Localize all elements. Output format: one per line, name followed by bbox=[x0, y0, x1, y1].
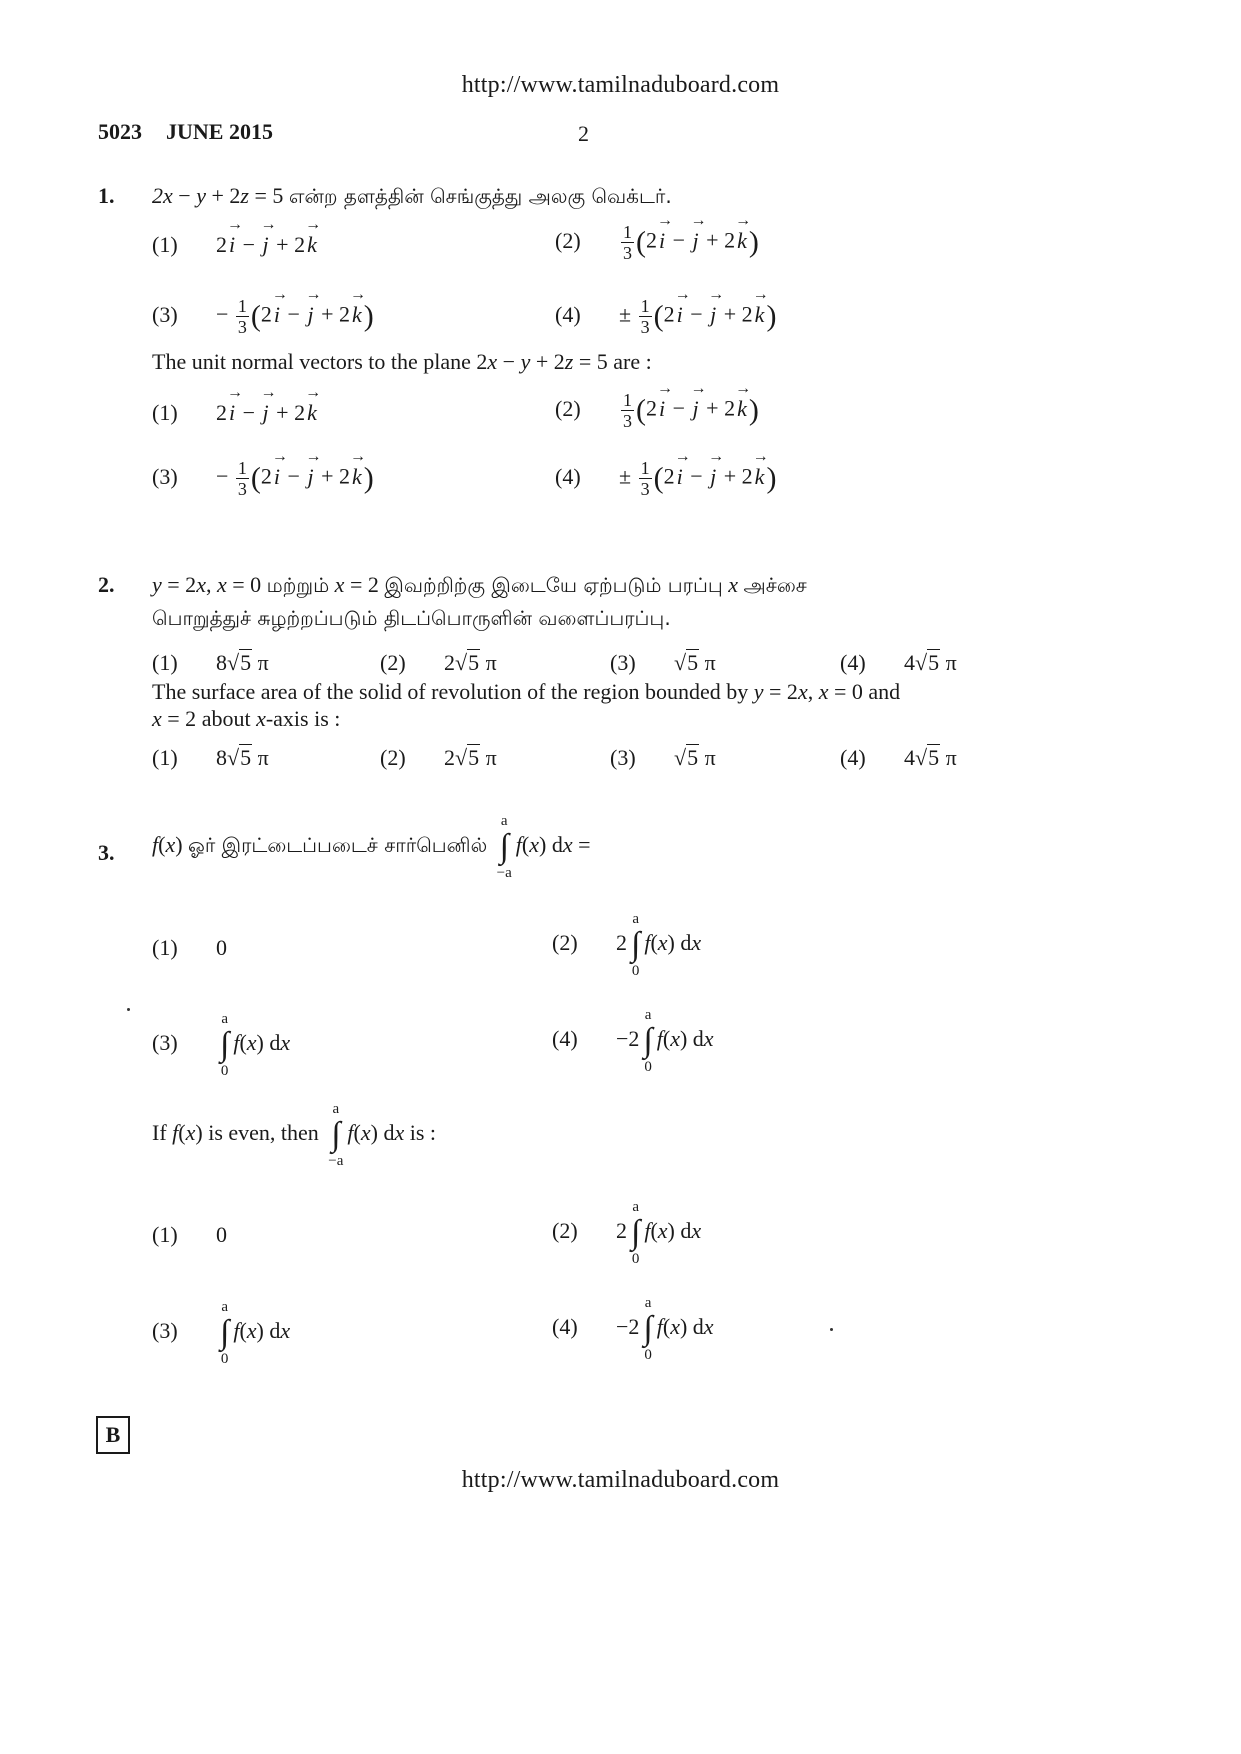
header-url[interactable]: http://www.tamilnaduboard.com bbox=[461, 72, 780, 98]
q1-option-3[interactable]: (3) − $\frac{1}{3}$ (2→ i − → j + 2→ k) bbox=[152, 296, 374, 337]
q2-option-3[interactable]: (3) √5 π bbox=[610, 650, 716, 675]
q1-en-option-2[interactable]: (2) $\frac{1}{3}$ (2→ i − → j + 2→ k) bbox=[555, 390, 759, 431]
paper-version-box: B bbox=[96, 1416, 130, 1454]
exam-session: JUNE 2015 bbox=[166, 119, 273, 144]
q2-option-1[interactable]: (1) 8√5 π bbox=[152, 650, 269, 675]
question-1-number: 1. bbox=[98, 183, 115, 208]
q1-option-4[interactable]: (4) ± $\frac{1}{3}$ (2→ i − → j + 2→ k) bbox=[555, 296, 776, 337]
question-3-tamil: f(x) ஓர் இரட்டைப்படைச் சார்பெனில் a ∫ −a f(x) dx = bbox=[152, 813, 591, 881]
q2-option-4[interactable]: (4) 4√5 π bbox=[840, 650, 957, 675]
q2-en-option-3[interactable]: (3) √5 π bbox=[610, 745, 716, 770]
q3-en-option-3[interactable]: (3) a ∫ 0 f(x) dx bbox=[152, 1299, 291, 1367]
q3-option-4[interactable]: (4) −2 a ∫ 0 f(x) dx bbox=[552, 1007, 714, 1075]
q3-option-2[interactable]: (2) 2 a ∫ 0 f(x) dx bbox=[552, 911, 702, 979]
q3-option-3[interactable]: (3) a ∫ 0 f(x) dx bbox=[152, 1011, 291, 1079]
scan-speck bbox=[830, 1328, 833, 1331]
q3-en-option-4[interactable]: (4) −2 a ∫ 0 f(x) dx bbox=[552, 1295, 714, 1363]
page-number: 2 bbox=[578, 121, 589, 146]
q2-en-option-2[interactable]: (2) 2√5 π bbox=[380, 745, 497, 770]
question-2-number: 2. bbox=[98, 572, 115, 597]
q2-en-option-4[interactable]: (4) 4√5 π bbox=[840, 745, 957, 770]
q3-en-option-2[interactable]: (2) 2 a ∫ 0 f(x) dx bbox=[552, 1199, 702, 1267]
q2-option-2[interactable]: (2) 2√5 π bbox=[380, 650, 497, 675]
q1-option-2[interactable]: (2) $\frac{1}{3}$ (2→ i − → j + 2→ k) bbox=[555, 222, 759, 263]
scan-speck bbox=[127, 1008, 130, 1011]
q2-en-option-1[interactable]: (1) 8√5 π bbox=[152, 745, 269, 770]
question-2-english-line2: x = 2 about x-axis is : bbox=[152, 706, 341, 731]
question-1-english: The unit normal vectors to the plane 2x − y + 2z = 5 are : bbox=[152, 349, 652, 374]
question-3-number: 3. bbox=[98, 840, 115, 865]
q3-option-1[interactable]: (1) 0 bbox=[152, 935, 227, 960]
question-2-tamil-line2: பொறுத்துச் சுழற்றப்படும் திடப்பொருளின் வளைப்பரப்பு. bbox=[152, 606, 671, 630]
footer-url[interactable]: http://www.tamilnaduboard.com bbox=[461, 1467, 780, 1493]
q3-en-option-1[interactable]: (1) 0 bbox=[152, 1222, 227, 1247]
q1-en-option-1[interactable]: (1) 2→ i − → j + 2→ k bbox=[152, 400, 319, 426]
q1-option-1[interactable]: (1) 2→ i − → j + 2→ k bbox=[152, 232, 319, 258]
question-2-tamil-line1: y = 2x, x = 0 மற்றும் x = 2 இவற்றிற்கு இடையே ஏற்படும் பரப்பு x அச்சை bbox=[152, 572, 807, 597]
paper-code: 5023 bbox=[98, 119, 142, 144]
question-2-english-line1: The surface area of the solid of revolution of the region bounded by y = 2x, x = 0 and bbox=[152, 679, 901, 704]
q1-en-option-4[interactable]: (4) ± $\frac{1}{3}$ (2→ i − → j + 2→ k) bbox=[555, 458, 776, 499]
question-3-english: If f(x) is even, then a ∫ −a f(x) dx is : bbox=[152, 1101, 437, 1169]
q1-en-option-3[interactable]: (3) − $\frac{1}{3}$ (2→ i − → j + 2→ k) bbox=[152, 458, 374, 499]
question-1-tamil: 2x − y + 2z = 5 என்ற தளத்தின் செங்குத்து அலகு வெக்டர். bbox=[152, 183, 672, 208]
